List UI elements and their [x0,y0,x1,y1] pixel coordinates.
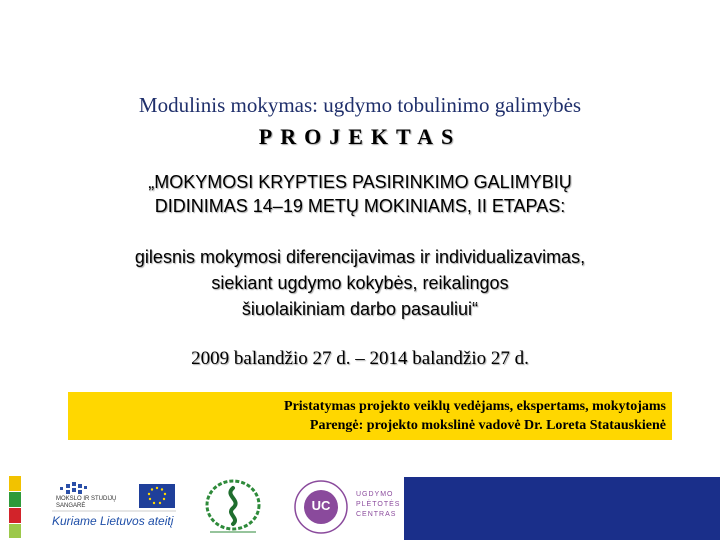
description-line-2: siekiant ugdymo kokybės, reikalingos [211,273,509,293]
presentation-info-box [68,392,672,440]
stripe-lightgreen [9,524,21,538]
project-line-1: „MOKYMOSI KRYPTIES PASIRINKIMO GALIMYBIŲ [148,172,572,192]
centre-name [356,490,400,520]
centre-name-line-3: CENTRAS [356,511,397,518]
ministry-emblem-logo [196,478,270,536]
centre-name-line-2: PLĖTOTĖS [356,501,401,508]
description-line-1: gilesnis mokymosi diferencijavimas ir individualizavimas, [134,247,586,267]
wreath-emblem-icon [196,478,270,536]
centre-initials: UC [311,498,331,513]
description-line-3: šiuolaikiniam darbo pasauliui“ [241,299,479,319]
project-line-2: DIDINIMAS 14–19 METŲ MOKINIAMS, II ETAPAS: [154,196,566,216]
footer-blue-bar [404,477,720,540]
education-centre-logo [288,478,400,536]
project-description [0,244,720,322]
centre-name-line-1: UGDYMO [356,491,394,498]
project-name [0,170,720,218]
stripe-red [9,508,21,523]
slide-title: Modulinis mokymas: ugdymo tobulinimo galimybės [138,93,582,117]
info-line-1: Pristatymas projekto veiklų vedėjams, ekspertams, mokytojams [284,399,666,414]
stripe-yellow [9,476,21,491]
eu-fund-header: MOKSLO IR STUDIJŲ SANGARĖ [56,496,117,509]
info-line-2: Parengė: projekto mokslinė vadovė Dr. Loreta Statauskienė [309,418,666,433]
stripe-green [9,492,21,507]
eu-fund-slogan: Kuriame Lietuvos ateitį [52,514,174,528]
project-dates: 2009 balandžio 27 d. – 2014 balandžio 27 d. [191,348,529,369]
eu-funds-logo [44,478,186,536]
slide-subtitle: PROJEKTAS [258,124,462,149]
